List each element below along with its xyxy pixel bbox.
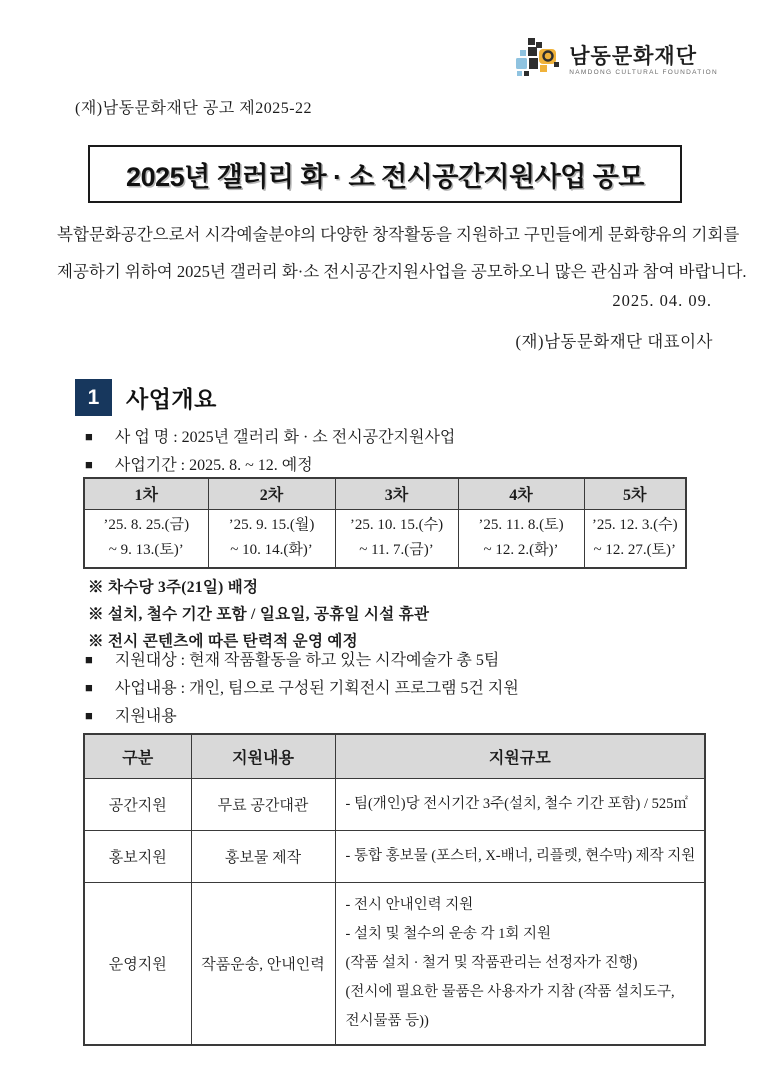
schedule-cell: ’25. 8. 25.(금) ~ 9. 13.(토)’ (84, 509, 208, 568)
support-col-header: 지원규모 (335, 734, 705, 778)
schedule-col-header: 2차 (208, 478, 335, 509)
support-category-cell: 홍보지원 (84, 830, 191, 882)
notice-title: 2025년 갤러리 화 · 소 전시공간지원사업 공모 (126, 161, 644, 192)
schedule-cell: ’25. 10. 15.(수) ~ 11. 7.(금)’ (335, 509, 458, 568)
intro-paragraph (57, 216, 747, 290)
bullet-text: 지원내용 (114, 708, 177, 725)
schedule-col-header: 4차 (458, 478, 584, 509)
table-row-operation-support (84, 882, 705, 1045)
notice-title-box (88, 145, 682, 203)
section-number-badge: 1 (75, 379, 112, 416)
bullet-square-icon: ■ (85, 429, 93, 444)
support-table (83, 733, 706, 1046)
schedule-table (83, 477, 687, 569)
schedule-notes (88, 574, 429, 655)
foundation-logo-subtitle: NAMDONG CULTURAL FOUNDATION (569, 69, 718, 77)
bullet-text: 지원대상 : 현재 작품활동을 하고 있는 시각예술가 총 5팀 (114, 652, 500, 669)
support-col-header: 지원내용 (191, 734, 335, 778)
section-title: 사업개요 (126, 386, 217, 412)
bullet-item-target (85, 647, 519, 675)
schedule-col-header: 5차 (584, 478, 686, 509)
bullet-item-content (85, 675, 519, 703)
notice-date: 2025. 04. 09. (612, 291, 712, 310)
support-header-row (84, 734, 705, 778)
table-row-space-support (84, 778, 705, 830)
schedule-cell: ’25. 12. 3.(수) ~ 12. 27.(토)’ (584, 509, 686, 568)
support-target-bullets (85, 647, 519, 731)
note-line: ※ 차수당 3주(21일) 배정 (88, 579, 259, 596)
note-line: ※ 설치, 철수 기간 포함 / 일요일, 공휴일 시설 휴관 (88, 606, 430, 623)
doc-number: (재)남동문화재단 공고 제2025-22 (75, 100, 313, 117)
intro-line: 제공하기 위하여 2025년 갤러리 화·소 전시공간지원사업을 공모하오니 많은 관심과 참여 바랍니다. (57, 262, 747, 281)
support-content-cell: 무료 공간대관 (191, 778, 335, 830)
section-1-header (75, 379, 217, 416)
bullet-text: 사업내용 : 개인, 팀으로 구성된 기획전시 프로그램 5건 지원 (114, 680, 519, 697)
bullet-text: 사 업 명 : 2025년 갤러리 화 · 소 전시공간지원사업 (114, 429, 456, 446)
bullet-item-support-detail (85, 703, 519, 731)
support-col-header: 구분 (84, 734, 191, 778)
bullet-square-icon: ■ (85, 652, 93, 667)
schedule-col-header: 3차 (335, 478, 458, 509)
schedule-cell: ’25. 11. 8.(토) ~ 12. 2.(화)’ (458, 509, 584, 568)
bullet-item-project-period (85, 452, 455, 480)
foundation-logo (516, 38, 718, 85)
note-line: ※ 전시 콘텐츠에 따른 탄력적 운영 예정 (88, 633, 358, 650)
schedule-dates-row (84, 509, 686, 568)
support-scale-cell: - 통합 홍보물 (포스터, X-배너, 리플렛, 현수막) 제작 지원 (335, 830, 705, 882)
support-category-cell: 운영지원 (84, 882, 191, 1045)
foundation-logo-mark-icon (516, 38, 562, 85)
schedule-col-header: 1차 (84, 478, 208, 509)
support-content-cell: 홍보물 제작 (191, 830, 335, 882)
bullet-square-icon: ■ (85, 680, 93, 695)
bullet-item-project-name (85, 424, 455, 452)
project-summary-bullets (85, 424, 455, 480)
support-content-cell: 작품운송, 안내인력 (191, 882, 335, 1045)
table-row-promo-support (84, 830, 705, 882)
support-scale-cell: - 팀(개인)당 전시기간 3주(설치, 철수 기간 포함) / 525㎡ (335, 778, 705, 830)
schedule-cell: ’25. 9. 15.(월) ~ 10. 14.(화)’ (208, 509, 335, 568)
support-category-cell: 공간지원 (84, 778, 191, 830)
bullet-text: 사업기간 : 2025. 8. ~ 12. 예정 (114, 457, 313, 474)
schedule-header-row (84, 478, 686, 509)
support-scale-cell: - 전시 안내인력 지원 - 설치 및 철수의 운송 각 1회 지원 (작품 설치 · 철거 및 작품관리는 선정자가 진행) (전시에 필요한 물품은 사용자가 지참 (작품 설치도구, 전시물품 등)) (335, 882, 705, 1045)
bullet-square-icon: ■ (85, 708, 93, 723)
intro-line: 복합문화공간으로서 시각예술분야의 다양한 창작활동을 지원하고 구민들에게 문화향유의 기회를 (57, 225, 740, 244)
foundation-logo-name: 남동문화재단 (569, 45, 697, 69)
notice-signer: (재)남동문화재단 대표이사 (515, 332, 713, 351)
bullet-square-icon: ■ (85, 457, 93, 472)
